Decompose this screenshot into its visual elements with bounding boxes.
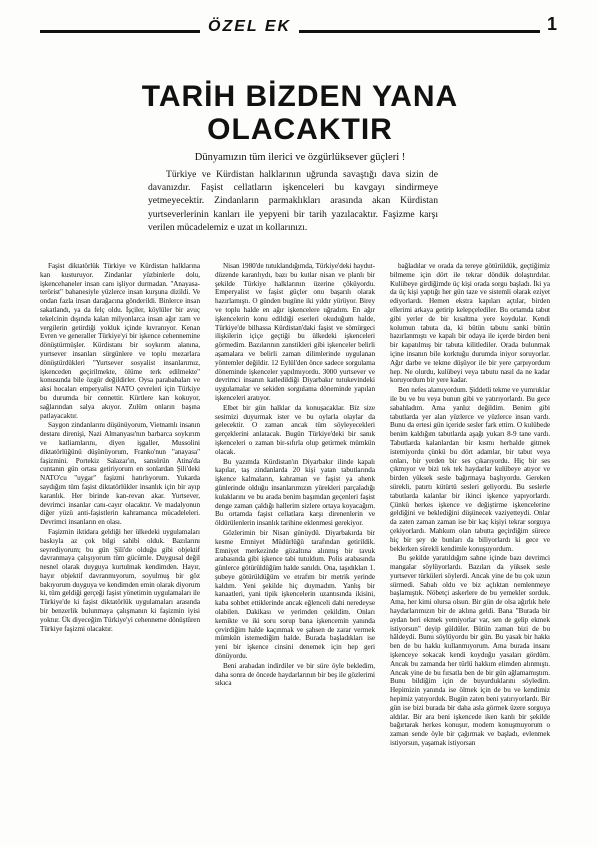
article-column-2: [215, 262, 375, 822]
lead-paragraph: Türkiye ve Kürdistan halklarının uğrunda savaştığı dava sizin de davanızdır. Faşist cellatların işkenceleri bu kavgayı sindirmeye yetmeyecektir. Zindanların parmaklıkları arasında akan Kürdistan yurtseverlerinin kanları ile yepyeni bir tarih yazılacaktır. Faşizme karşı verilen mücadelemiz e uzat ın kollarınızı.: [148, 169, 438, 233]
subheadline: Dünyamızın tüm ilerici ve özgürlüksever güçleri !: [194, 152, 406, 163]
column-paragraph: Ben nefes alamıyordum. Şiddetli tekme ve yumruklar ile bu ve bu veya bunun gibi ve yatırıyorlardı. Bu gece sabahladım. Ama yanlız değildim. Benim gibi tabutlarda yer alan yüzlerce ve yüzlerce insan vardı. Bunu da ertesi gün içeride sesler fark ettim. O kulübede benim kaldığım tabutlarda aşağı yukarı 8-9 tane vardı. Tabutlarda kalanlardan bir kısmı herhalde gitmek istemiyordu çünkü bu dört adamlar, bir tabut veya onları, bir yerden bir ses çıkarıyordu. Hiç bir ses çıkmıyor ve bizi tek tek haydarlar kulübeye atıyor ve birden yüksek sesle bağırmaya başlıyordu. Gereken sürekli, patırtı kütürtü sesleri geliyordu. Bu seslerle tabutlarda kalanlar bir ikinci işkence yapıyorlardı. Çünkü herkes işkence ve değiştirme işkencelerine geldiğini ve beklediğini düşünecek vaziyetteydi. Onlar da zaten zaman zaman ise bir kaç kişiyi tekrar sorguya çekiyorlardı. Mahkum olan tabutta geçirdiğim sürece hiç bir şey de bunları da biliyorlardı ki gece ve beklerken sürekli kendimle konuşuyordum.: [390, 386, 550, 553]
headline-line-2: OLACAKTIR: [207, 113, 393, 146]
column-paragraph: Faşizmin iktidara geldiği her ülkedeki uygulamaları baskıyla az çok bilgi sahibi olduk. Bazılarını seyrediyorum; bu gün Şili'de olduğu gibi objektif davranmaya çalışıyorum tüm gücümle. Duygusal değil nesnel olarak duyguya kurtulmak kendimden. Hayır, hayır objektif davranmıyorum, soyulmuş bir göz bakıyorum duyguya ve kendimden emin olarak diyorum ki, tüm geldiği gerçeği faşist yönetimin uygulamaları ile Türkiye'de ki faşist diktatörlük uygulamaları arasında bir benzerlik bulunmaya çalışmanın ki faşizmin iyisi yoktur. Ük diyeceğim Türkiye'yi cehenneme dönüştüren Türkiye faşizmi olacaktır.: [40, 527, 200, 633]
column-paragraph: Nisan 1980'de tutuklandığımda, Türkiye'deki haydut-düzende karanlıydı, bazı bu kutlar nisan ve planlı bir şekilde Türkiye halklarının üzerine çöküyordu. Emperyalist ve faşist güçler onu başarılı olarak hazırlamıştı. O günden bugüne iki yıldır yürüyor. Birey ve toplu halde en ağır işkencelere uğradım. En ağır işkencelerin konu edildiği eserleri okuduğum halde, Türkiye'de bilhassa Kürdistan'daki faşist ve sömürgeci ilişkilerin içiçe geçtiği bu ülkedeki işkenceleri görmedim. Bazılarının zanstikleri gibi işkenceler belirli aşamalara ve belirli zaman dilimlerinde uygulanan yöntemler değildir. 12 Eylül'den önce sadece sorgulama döneminde işkenceler yapılmıyordu. 3000 yurtsever ve devrimci insanın katledildiği Diyarbakır tutukevindeki uygulamalar ve sekiden sorgulama döneminde yapılan işkenceleri aratıyor.: [215, 262, 375, 402]
headline-line-1: TARİH BİZDEN YANA: [141, 80, 459, 113]
column-paragraph: Beni arabadan indirdiler ve bir süre öyle bekledim, daha sonra de öncede haydarlarının bir beş ile gözlerimi sıkıca: [215, 661, 375, 688]
column-paragraph: bağladılar ve orada da tereye götürüldük, geçtiğimiz bilmeme için dört ile tekrar döndük dolaştırdılar. Kulübeye girdiğimde üç kişi orada sorgu başladı. İki ya da üç kişi yaptığı her gün taze ve sistemli olarak eziyet ediyorlardı. Hemen ekstra kapıları açtılar, birden ellerimi arkaya getirip kelepçelediler. Bu ortamda tabut gibi yerler de bir kısaltma yere koydular. Kendi kolumun tabuta da, ki bütün tabutu sanki bütün hazırlanmıştı ve kapalı bir odaya ile içerde birden beni bir kapatılmış bir tabuta kilitlediler. Orada bulunmak içine insanın bile korktuğu durumda iniyor soruyorlar. Ağır darbe ve tekme düşüyor ile bir yere çarpıyordum hep. Ne olurdu, kulübeyi veya tabutu nasıl da ne kadar koruyordum bir yere kadar.: [390, 262, 550, 385]
column-paragraph: Bu yazımda Kürdistan'ın Diyarbakır ilinde kapalı kapılar, taş zindanlarda 20 kişi yatan tabutlarında işkence kalmaların, kahraman ve faşist ya ahenk günlerinde olduğu insanlarımızın yürekleri parçaladığı kulaklarını ve bu arada benim başımdan geçenleri faşist denge zaman çaldığı hallerim sizlere ortaya koyacağım. Bu ortamda faşist cellatlara karşı direnenlerin ve öldürülenlerin insanlık tarihine eklenmesi gerekiyor.: [215, 457, 375, 528]
column-paragraph: Elbet bir gün halklar da konuşacaklar. Biz size sesimizi duyurmak ister ve bu oylarla olaylar da gelecektir. O zaman ancak tüm söyleyecekleri gerçeklerini anlatacak. Bugün Türkiye'deki bir sanık işkenceleri o zaman bir-sıfırla olup getirmek mümkün olacak.: [215, 403, 375, 456]
section-label: ÖZEL EK: [200, 18, 299, 36]
column-paragraph: Saygon zindanlarını düşünüyorum, Vietnamlı insanın destanı direnişi, Nazi Almanyası'nın barbarca soykırım ve katliamlarını, diyen işgaller, Mussolini diktatörlüğünü düşünüyorum, Franko'nun "anayasa" faşizmini. Portekiz Salazar'ın, sansürün Atina'da cuntanın gün ortası getiriyorum en sonlardan Şili'deki NATO'cu "uygar" faşizmi hatırlıyorum. Yukarda saydığım tüm faşist diktatörlükler insanlık için bir ayıp karanlık. Her birinde kan-revan akar. Yurtsever, devrimci insanlar canı-cayır olacaktır. Ve madalyonun diğer yüzü anti-faşistlerin kahramanca mücadeleleri. Devrimci insanların en olası.: [40, 421, 200, 527]
article-column-3: [390, 262, 550, 822]
column-paragraph: Bu şekilde yaratıldığım sahne içinde bazı devrimci mangalar söylüyorlardı. Bazıları da yüksek sesle yurtsever türküleri söylerdi. Ancak yine de bu çok uzun sürmedi. Sabah oldu ve biz açlıktan nemlenmeye başlamıştık. Nöbetçi askerlere de bu yemekler sorduk. Ama, her kimi olursa olsun. Bir gün de olsa ağırlık hele haydarlarımızın bir de aklına geldi. Bana "Burada bir aydan beri ekmek yemiyorlar var, sen de gelip ekmek istiyorsun" deyip güldüler. Bütün zaman bizi de bu hâldeydi. Bunu söylüyordu bir gün. Bu yasak bir hakkı ben de bu hakkı kullanmıyorum. Ama burada insanı işkenceye sokacak kendi koyduğu yasaları gördüm. Ancak bu zamanda her türlü hakkım elimden alınmıştı. Ancak yine de bu fırsatla ben de bir gün ağlamamıştım. Bunu bildiğim için de buyurduklarını söyledim. Hepimizin yanında ise ölmek için de bu ve kendimiz hepimiz yatıyorduk. Bugün zaten beni yatırıyorlardı. Bir gün ise bizi burada bir daha asla görmek üzere sorguya aldılar. Bir ara beni işkencede iken kanlı bir şekilde bağırtarak herkes konuşur, modem konuşmuyorum o zaman sende öyle bir çağırmak ve başladı, evlenmek istiyorsun, yaşamak istiyorsan: [390, 554, 550, 748]
column-paragraph: Gözlerimin bir Nisan günüydü. Diyarbakırda bir kesme Emniyet Müdürlüğü tarafından getirildik. Emniyet merkezinde gözaltına alınmış bir tavuk arabasında gibi işkence tabi tutuldum. Polis arabasında günlerce götürüldüğüm halde sanıldı. Ona, taşıdıkları 1. şubeye götürüldüğüm ve etrafım bir metrik yerinde kaldım. Yeni şekilde hiç duymadım. Yanlış bir kanaatleri, yani tipik işkencelerin uzantısında ikisini, kaba sohbet ettiklerinde ancak eğlenceli dahi neredeyse olabilen. Dakikası ve yerimden çekildim. Onları kemikte ve iki soru sorup bana işkencemin yanında çevirdiğim halde kaçınmak ve şahsen de zarar vermek mümkün istemediğim halde. Burada başladıkları ise yeni bir işkence cinsini denemek için hep geri dönüyordu.: [215, 528, 375, 661]
column-paragraph: Faşist diktatörlük Türkiye ve Kürdistan halklarına kan kusturuyor. Zindanlar yüzbinlerle dolu, işkencehaneler insan canı işliyor durmadan. "Anayasa-terörist" bahanesiyle yüzlerce insan kurşuna dizildi. Ve ondan fazla insan darağacına gönderildi. Binlerce insan sakatlandı, ya da felç oldu. İşçiler, köylüler bir avuç tekelcinin dışında kalan milyonlarca insan ağır zam ve vergilerin getirdiği yokluk içinde kıvranıyor. Kenan Evren ve generaller Türkiye'yi bir işkence cehennemine dönüştürmüşler. Kürdistanı bir soykırım alanına, yurtsever insanları sürgünlere ve toplu mezarlara dönüştürdükleri "Yurtsever sosyalist insanlarımız, işkenceden geçirilmekte, ölüme terk edilmekte" konusunda bile özgür değildirler. Oysa parababaları ve aksi hocaları emperyalist NATO çevreleri için Türkiye bu durumda bir cennettir. Kürtlere kan kokuyor, sağlarından salya akıyor. Zulüm onların başına patlayacaktır.: [40, 262, 200, 420]
page-number: 1: [547, 14, 558, 34]
article-column-1: [40, 262, 200, 822]
